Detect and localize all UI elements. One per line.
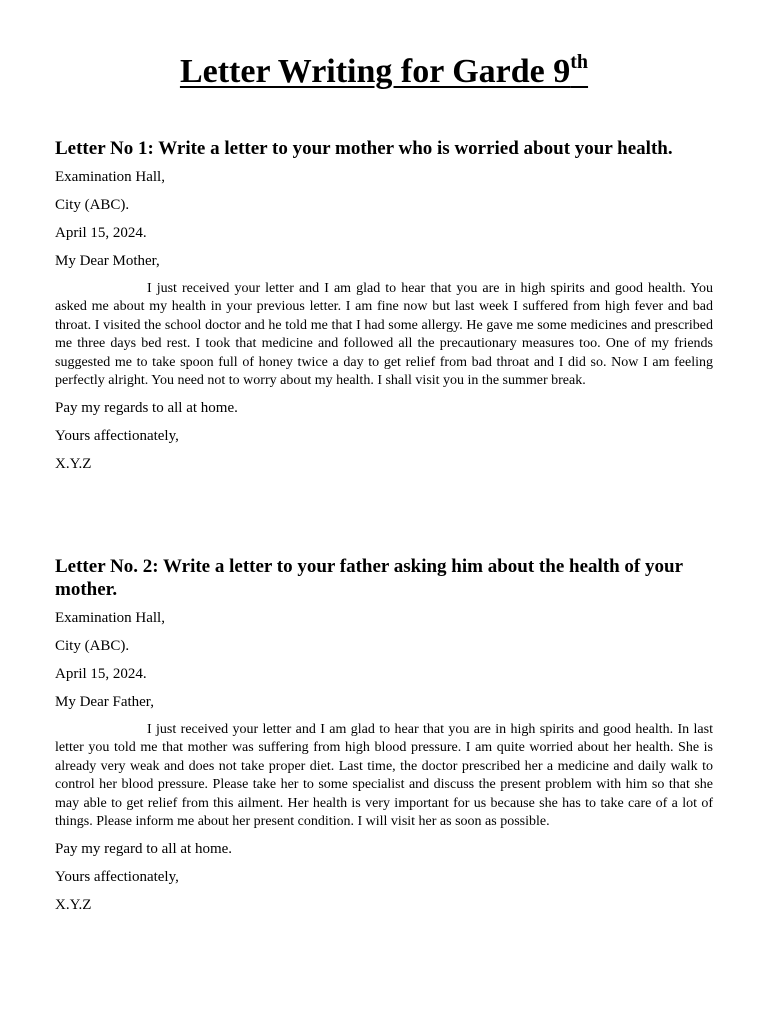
salutation: My Dear Mother, xyxy=(55,253,160,269)
page-title-text: Letter Writing for Garde 9 xyxy=(179,53,571,90)
letter-section-2 xyxy=(55,555,713,924)
closing-line: Yours affectionately, xyxy=(55,869,179,886)
page-title-underlined xyxy=(180,53,588,90)
letter-heading: Letter No 1: Write a letter to your mother who is worried about your health. xyxy=(55,138,673,159)
address-line-2: City (ABC). xyxy=(55,638,130,654)
letter-heading: Letter No. 2: Write a letter to your father asking him about the health of your mother. xyxy=(55,556,683,600)
address-line-1: Examination Hall, xyxy=(55,610,165,626)
page-title xyxy=(55,52,713,92)
page-title-superscript: th xyxy=(570,51,589,73)
regards-line: Pay my regards to all at home. xyxy=(55,400,238,417)
letter-date: April 15, 2024. xyxy=(55,225,147,241)
letter-date: April 15, 2024. xyxy=(55,666,147,682)
letter-body: I just received your letter and I am glad to hear that you are in high spirits and good health. In last letter you told me that mother was suffering from high blood pressure. I am quite worried about her health. She is already very weak and does not take proper diet. Last time, the doctor prescribed her a medicine and daily walk to control her blood pressure. Please take her to some specialist and discuss the present problem with him so that she may able to get relief from this ailment. Her health is very important for us because she has to take care of a lot of things. Please inform me about her present condition. I will visit her as soon as possible. xyxy=(55,722,713,830)
signature: X.Y.Z xyxy=(55,456,92,473)
salutation: My Dear Father, xyxy=(55,694,154,710)
closing-line: Yours affectionately, xyxy=(55,428,179,445)
letter-section-1 xyxy=(55,137,713,483)
signature: X.Y.Z xyxy=(55,897,92,914)
address-line-2: City (ABC). xyxy=(55,197,130,213)
letter-body: I just received your letter and I am glad to hear that you are in high spirits and good health. You asked me about my health in your previous letter. I am fine now but last week I suffered from high fever and bad throat. I visited the school doctor and he told me that I had some allergy. He gave me some medicines and prescribed me three days bed rest. I took that medicine and followed all the precautionary measures too. One of my friends suggested me to take spoon full of honey twice a day to get relief from bad throat and I did so. Now I am feeling perfectly alright. You need not to worry about my health. I shall visit you in the summer break. xyxy=(55,281,713,389)
address-line-1: Examination Hall, xyxy=(55,169,165,185)
regards-line: Pay my regard to all at home. xyxy=(55,841,233,858)
